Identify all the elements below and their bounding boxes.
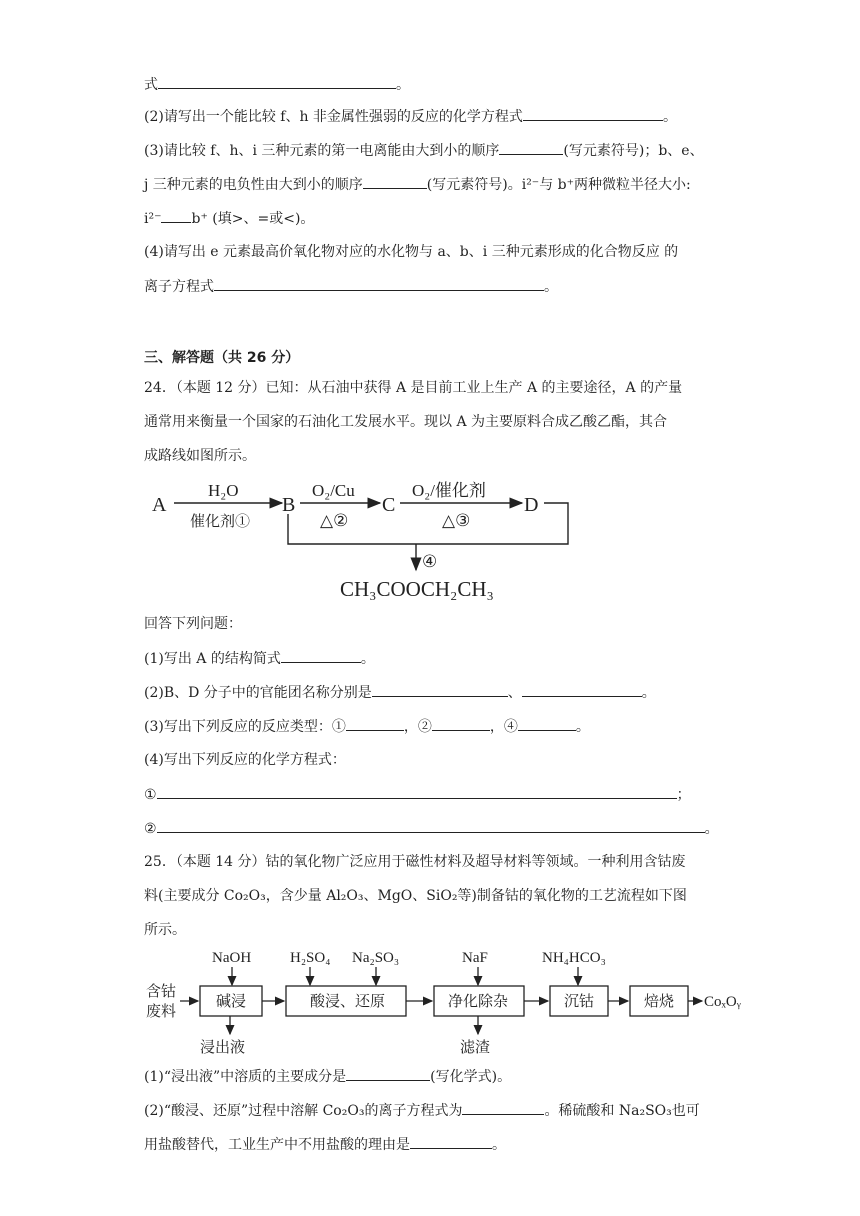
- q24-stem-line-3: [144, 446, 256, 466]
- q23-part-3-line-1: [144, 140, 704, 161]
- q24-answer-intro: [144, 614, 242, 634]
- feed-label-1: 含钴: [146, 984, 177, 1000]
- answer-blank[interactable]: [462, 1100, 544, 1115]
- answer-blank[interactable]: [346, 1066, 430, 1081]
- reagent-naoh: NaOH: [212, 950, 252, 966]
- q24-sub-3-text-c: ，④: [489, 719, 518, 735]
- section-title-text: 三、解答题（共 26 分）: [144, 350, 300, 366]
- step-label-3: 净化除杂: [448, 994, 509, 1010]
- q23-text-shi: 式: [144, 77, 158, 93]
- step-label-1: 碱浸: [216, 994, 247, 1010]
- q23-part-3-line-3: [144, 208, 314, 229]
- answer-blank[interactable]: [157, 818, 705, 833]
- q23-part-4-text: (4)请写出 e 元素最高价氧化物对应的水化物与 a、b、i 三种元素形成的化合物反应 的: [144, 244, 679, 260]
- q23-punct: 。: [544, 279, 558, 295]
- reagent-1-bottom: 催化剂①: [190, 514, 251, 530]
- q24-punct: ；: [676, 787, 691, 803]
- q25-sub-2-line-1: [144, 1100, 700, 1121]
- q25-stem-text-1: 25．（本题 14 分）钴的氧化物广泛应用于磁性材料及超导材料等领域。一种利用含钴废: [144, 854, 686, 870]
- answer-blank[interactable]: [346, 716, 404, 731]
- q25-sub-2-text-b: 。稀硫酸和 Na₂SO₃也可: [544, 1103, 700, 1119]
- q24-equation-2: [144, 818, 719, 839]
- q24-punct: 。: [704, 821, 719, 837]
- process-flow-diagram: [140, 944, 760, 1060]
- q25-punct: 。: [492, 1137, 506, 1153]
- step-label-2: 酸浸、还原: [310, 994, 386, 1010]
- final-product: CoₓOᵧ: [704, 994, 741, 1010]
- q24-sub-2-text: (2)B、D 分子中的官能团名称分别是: [144, 685, 372, 701]
- section-title: [144, 348, 299, 368]
- q24-stem-line-2: [144, 412, 667, 432]
- q25-sub-2-text: (2)“酸浸、还原”过程中溶解 Co₂O₃的离子方程式为: [144, 1103, 463, 1119]
- answer-blank[interactable]: [522, 682, 642, 697]
- q23-part-4-line-2: [144, 276, 558, 297]
- reaction-4-label: ④: [422, 552, 438, 571]
- q25-sub-2-text-c: 用盐酸替代，工业生产中不用盐酸的理由是: [144, 1137, 410, 1153]
- compound-a: A: [152, 494, 167, 516]
- product-ester: CH₃COOCH₂CH₃: [340, 577, 494, 601]
- q23-part-3-text-d: (写元素符号)。i²⁻与 b⁺两种微粒半径大小:: [426, 177, 691, 193]
- q23-line-1: [144, 74, 410, 95]
- reagent-naf: NaF: [462, 950, 488, 966]
- q24-sub-4: [144, 750, 346, 770]
- answer-blank[interactable]: [499, 140, 563, 155]
- reagent-3-bottom: △③: [442, 511, 471, 530]
- answer-blank[interactable]: [432, 716, 490, 731]
- q25-stem-line-2: [144, 886, 687, 906]
- q23-part-4-text-b: 离子方程式: [144, 279, 214, 295]
- compound-d: D: [524, 494, 539, 516]
- q25-sub-1-text: (1)“浸出液”中溶质的主要成分是: [144, 1069, 347, 1085]
- q25-stem-line-1: [144, 852, 686, 872]
- q24-equation-1: [144, 784, 691, 805]
- synthesis-route-diagram: [140, 472, 580, 608]
- q23-part-3-text-c: j 三种元素的电负性由大到小的顺序: [144, 177, 363, 193]
- q25-stem-line-3: [144, 920, 186, 940]
- q23-part-2: [144, 106, 677, 127]
- q24-punct: 、: [507, 685, 522, 701]
- q24-punct: 。: [641, 685, 656, 701]
- compound-c: C: [382, 494, 396, 516]
- reagent-na2so3: Na₂SO₃: [352, 950, 400, 966]
- q25-stem-text-3: 所示。: [144, 922, 186, 938]
- feed-label-2: 废料: [146, 1004, 177, 1020]
- q24-stem-text-3: 成路线如图所示。: [144, 448, 256, 464]
- answer-blank[interactable]: [410, 1134, 492, 1149]
- q23-part-4-line-1: [144, 242, 678, 262]
- answer-blank[interactable]: [214, 276, 544, 291]
- reagent-1-top: H₂O: [208, 481, 239, 500]
- output-residue: 滤渣: [460, 1040, 491, 1056]
- answer-blank[interactable]: [363, 174, 427, 189]
- q24-sub-3-text: (3)写出下列反应的反应类型：①: [144, 719, 346, 735]
- q24-punct: 。: [575, 719, 590, 735]
- reagent-2-bottom: △②: [320, 511, 349, 530]
- reagent-h2so4: H₂SO₄: [290, 950, 331, 966]
- q24-sub-3: [144, 716, 590, 737]
- q23-part-3-text-f: b⁺ (填>、=或<)。: [191, 211, 315, 227]
- q23-part-3-text: (3)请比较 f、h、i 三种元素的第一电离能由大到小的顺序: [144, 143, 500, 159]
- answer-blank[interactable]: [157, 784, 677, 799]
- reagent-2-top: O₂/Cu: [312, 481, 355, 500]
- q23-punct: 。: [396, 77, 410, 93]
- q24-stem-line-1: [144, 378, 682, 398]
- q23-part-2-text: (2)请写出一个能比较 f、h 非金属性强弱的反应的化学方程式: [144, 109, 523, 125]
- q25-sub-1-text-b: (写化学式)。: [430, 1069, 512, 1085]
- q23-part-3-text-b: (写元素符号)；b、e、: [563, 143, 704, 159]
- q24-stem-text-1: 24．（本题 12 分）已知：从石油中获得 A 是目前工业上生产 A 的主要途径，A 的产量: [144, 380, 683, 396]
- reagent-nh4hco3: NH₄HCO₃: [542, 950, 606, 966]
- q24-sub-1-text: (1)写出 A 的结构简式: [144, 651, 281, 667]
- q24-sub-1: [144, 648, 375, 669]
- q25-stem-text-2: 料(主要成分 Co₂O₃，含少量 Al₂O₃、MgO、SiO₂等)制备钴的氧化物的工艺流程如下图: [144, 888, 687, 904]
- answer-blank[interactable]: [372, 682, 508, 697]
- q23-part-3-line-2: [144, 174, 691, 195]
- q25-sub-1: [144, 1066, 511, 1087]
- q24-punct: 。: [360, 651, 375, 667]
- answer-blank[interactable]: [158, 74, 396, 89]
- q24-eq-2-label: ②: [144, 821, 157, 837]
- q24-stem-text-2: 通常用来衡量一个国家的石油化工发展水平。现以 A 为主要原料合成乙酸乙酯，其合: [144, 414, 668, 430]
- q24-sub-4-text: (4)写出下列反应的化学方程式：: [144, 752, 346, 768]
- q24-sub-2: [144, 682, 656, 703]
- answer-blank[interactable]: [523, 106, 663, 121]
- step-label-4: 沉钴: [564, 994, 595, 1010]
- q24-eq-1-label: ①: [144, 787, 157, 803]
- compound-b: B: [282, 494, 296, 516]
- q25-sub-2-line-2: [144, 1134, 506, 1155]
- q24-answer-intro-text: 回答下列问题：: [144, 616, 242, 632]
- answer-blank[interactable]: [161, 208, 191, 223]
- step-label-5: 焙烧: [644, 994, 675, 1010]
- answer-blank[interactable]: [281, 648, 361, 663]
- reagent-3-top: O₂/催化剂: [412, 481, 486, 500]
- q23-punct: 。: [662, 109, 677, 125]
- output-leachate: 浸出液: [200, 1040, 246, 1056]
- q24-sub-3-text-b: ，②: [403, 719, 432, 735]
- answer-blank[interactable]: [518, 716, 576, 731]
- q23-part-3-text-e: i²⁻: [144, 211, 162, 227]
